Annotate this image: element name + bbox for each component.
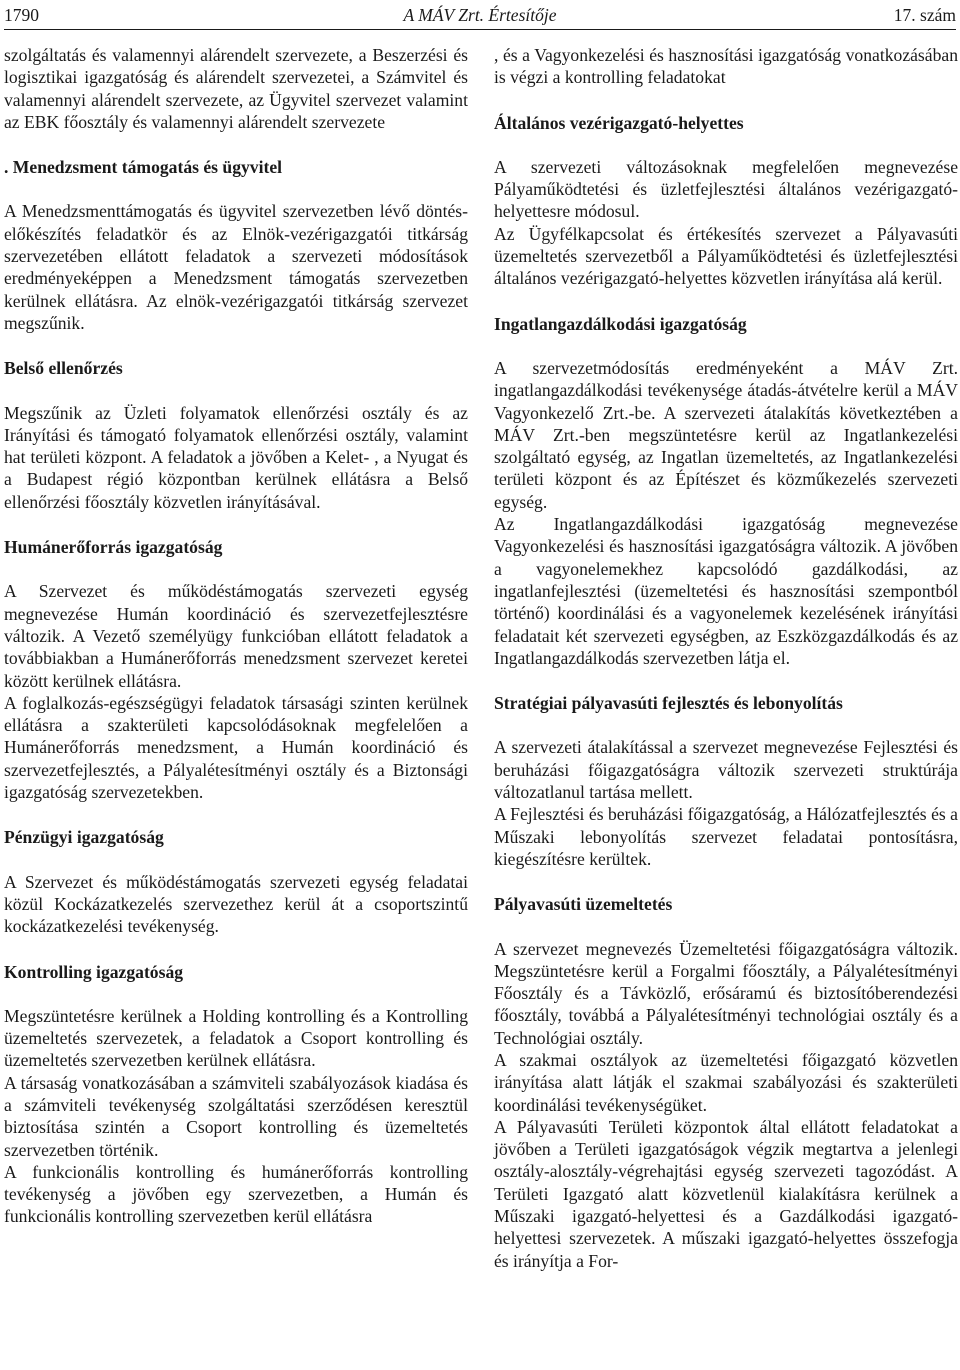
- paragraph: A szervezet megnevezés Üzemeltetési főigazgatóságra változik. Megszüntetésre kerül a Forgalmi főosztály, a Pályalétesítményi Főosztály és a Távközlő, erősáramú és biztosítóberendezési főosztály, továbbá a Pályalétesítményi technológiai osztály és a Technológiai osztály.: [494, 938, 958, 1048]
- paragraph: Megszűnik az Üzleti folyamatok ellenőrzési osztály és az Irányítási és támogató folyamatok ellenőrzési osztály, valamint hat területi központ. A feladatok a jövőben a Kelet- , a Nyugat és a Budapest régió központban kerülnek ellátásra a Belső ellenőrzési főosztály közvetlen irányításával.: [4, 402, 468, 512]
- section-heading: Általános vezérigazgató-helyettes: [494, 112, 744, 133]
- paragraph: A Szervezet és működéstámogatás szervezeti egység megnevezése Humán koordináció és szervezetfejlesztésre változik. A Vezető személyügy funkcióban ellátott feladatok a továbbiakban a Humánerőforrás menedzsment szervezet keretei között kerülnek ellátásra.: [4, 581, 468, 691]
- section-heading: . Menedzsment támogatás és ügyvitel: [4, 157, 283, 178]
- section-heading: Belső ellenőrzés: [4, 358, 123, 379]
- page-header: [4, 4, 956, 26]
- section-heading: Ingatlangazdálkodási igazgatóság: [494, 313, 747, 334]
- section-heading: Kontrolling igazgatóság: [4, 961, 184, 982]
- header-divider: [4, 29, 956, 30]
- page-number: 1790: [4, 5, 39, 25]
- paragraph: A Pályavasúti Területi központok által ellátott feladatokat a jövőben a Területi igazgatóságok végzik megtartva a jelenlegi osztály-alosztály-végrehajtási egység szervezeti tagozódást. A Területi Igazgató alatt közvetlenül kialakításra kerülnek a Műszaki igazgató-helyettesi és a Gazdálkodási igazgató-helyettesi szervezetek. A műszaki igazgató-helyettes összefogja és irányítja a For-: [494, 1116, 958, 1271]
- paragraph: Az Ügyfélkapcsolat és értékesítés szervezet a Pályavasúti üzemeltetés szervezetből a Pályaműködtetési és üzletfejlesztési általános vezérigazgató-helyettes közvetlen irányítása alá kerül.: [494, 223, 958, 289]
- paragraph: A szervezetmódosítás eredményeként a MÁV Zrt. ingatlangazdálkodási tevékenysége átadás-átvételre kerül a MÁV Vagyonkezelő Zrt.-be. A szervezeti átalakítás következtében a MÁV Zrt.-ben megszüntetésre kerül az Ingatlankezelési szolgáltató egység, az Ingatlan üzemeltetés, az Ingatlankezelési területi központ és az Építészet és közműkezelés szervezeti egység.: [494, 357, 958, 512]
- section-heading: Humánerőforrás igazgatóság: [4, 537, 223, 558]
- paragraph: A Szervezet és működéstámogatás szervezeti egység feladatai közül Kockázatkezelés szervezethez kerül át a csoportszintű kockázatkezelési tevékenység.: [4, 871, 468, 937]
- journal-title: A MÁV Zrt. Értesítője: [403, 5, 557, 25]
- paragraph: Megszüntetésre kerülnek a Holding kontrolling és a Kontrolling üzemeltetés szervezetek, a feladatok a Csoport kontrolling és üzemeltetés szervezetben kerülnek ellátásra.: [4, 1005, 468, 1071]
- paragraph: A foglalkozás-egészségügyi feladatok társasági szinten kerülnek ellátásra a szakterületi kapcsolódásoknak megfelelően a Humánerőforrás menedzsment, a Humán koordináció és szervezetfejlesztés, a Pályalétesítményi osztály és a Biztonsági igazgatóság szervezetekben.: [4, 692, 468, 803]
- section-heading: Stratégiai pályavasúti fejlesztés és lebonyolítás: [494, 693, 843, 714]
- section-heading: Pénzügyi igazgatóság: [4, 827, 164, 848]
- paragraph: A Fejlesztési és beruházási főigazgatóság, a Hálózatfejlesztés és a Műszaki lebonyolítás szervezet feladatai pontosításra, kiegészítésre kerültek.: [494, 804, 958, 869]
- paragraph: A szakmai osztályok az üzemeltetési főigazgató közvetlen irányítása alatt látják el szakmai szabályozási és szakterületi koordinálási tevékenységüket.: [494, 1049, 958, 1115]
- paragraph: A Menedzsmenttámogatás és ügyvitel szervezetben lévő döntés-előkészítés feladatkör és az Elnök-vezérigazgatói titkárság szervezetében ellátott feladatok a szervezeti módosítások eredményeképpen a Menedzsment támogatás szervezetben kerülnek ellátásra. Az elnök-vezérigazgatói titkárság szervezet megszűnik.: [4, 201, 468, 333]
- issue-number: 17. szám: [893, 5, 956, 25]
- paragraph: A társaság vonatkozásában a számviteli szabályozások kiadása és a számviteli tevékenység szolgáltatási szerződésen keresztül biztosítása szintén a Csoport kontrolling és üzemeltetés szervezetben történik.: [4, 1072, 468, 1160]
- paragraph: szolgáltatás és valamennyi alárendelt szervezete, a Beszerzési és logisztikai igazgatóság és alárendelt szervezetei, a Számvitel és valamennyi alárendelt szervezete, az Ügyvitel szervezet valamint az EBK főosztály és valamennyi alárendelt szervezete: [4, 45, 468, 132]
- left-column: [4, 44, 468, 1228]
- right-column: [494, 44, 958, 1272]
- paragraph: , és a Vagyonkezelési és hasznosítási igazgatóság vonatkozásában is végzi a kontrolling feladatokat: [494, 45, 958, 88]
- paragraph: A funkcionális kontrolling és humánerőforrás kontrolling tevékenység a jövőben egy szervezetben, a Humán és funkcionális kontrolling szervezetben kerül ellátásra: [4, 1161, 468, 1227]
- section-heading: Pályavasúti üzemeltetés: [494, 894, 673, 915]
- paragraph: A szervezeti átalakítással a szervezet megnevezése Fejlesztési és beruházási főigazgatóságra változik szervezeti struktúrája változatlanul tartása mellett.: [494, 737, 958, 803]
- paragraph: A szervezeti változásoknak megfelelően megnevezése Pályaműködtetési és üzletfejlesztési általános vezérigazgató-helyettesre módosul.: [494, 156, 958, 222]
- paragraph: Az Ingatlangazdálkodási igazgatóság megnevezése Vagyonkezelési és hasznosítási igazgatóságra változik. A jövőben a vagyonelemekhez kapcsolódó gazdálkodási, az ingatlanfejlesztési (üzemeltetési és hasznosítási szempontból történő) koordinálási és a vagyonelemek kezelésének irányítási feladatait két szervezeti egységben, az Eszközgazdálkodás és az Ingatlangazdálkodás szervezetben látja el.: [494, 514, 958, 668]
